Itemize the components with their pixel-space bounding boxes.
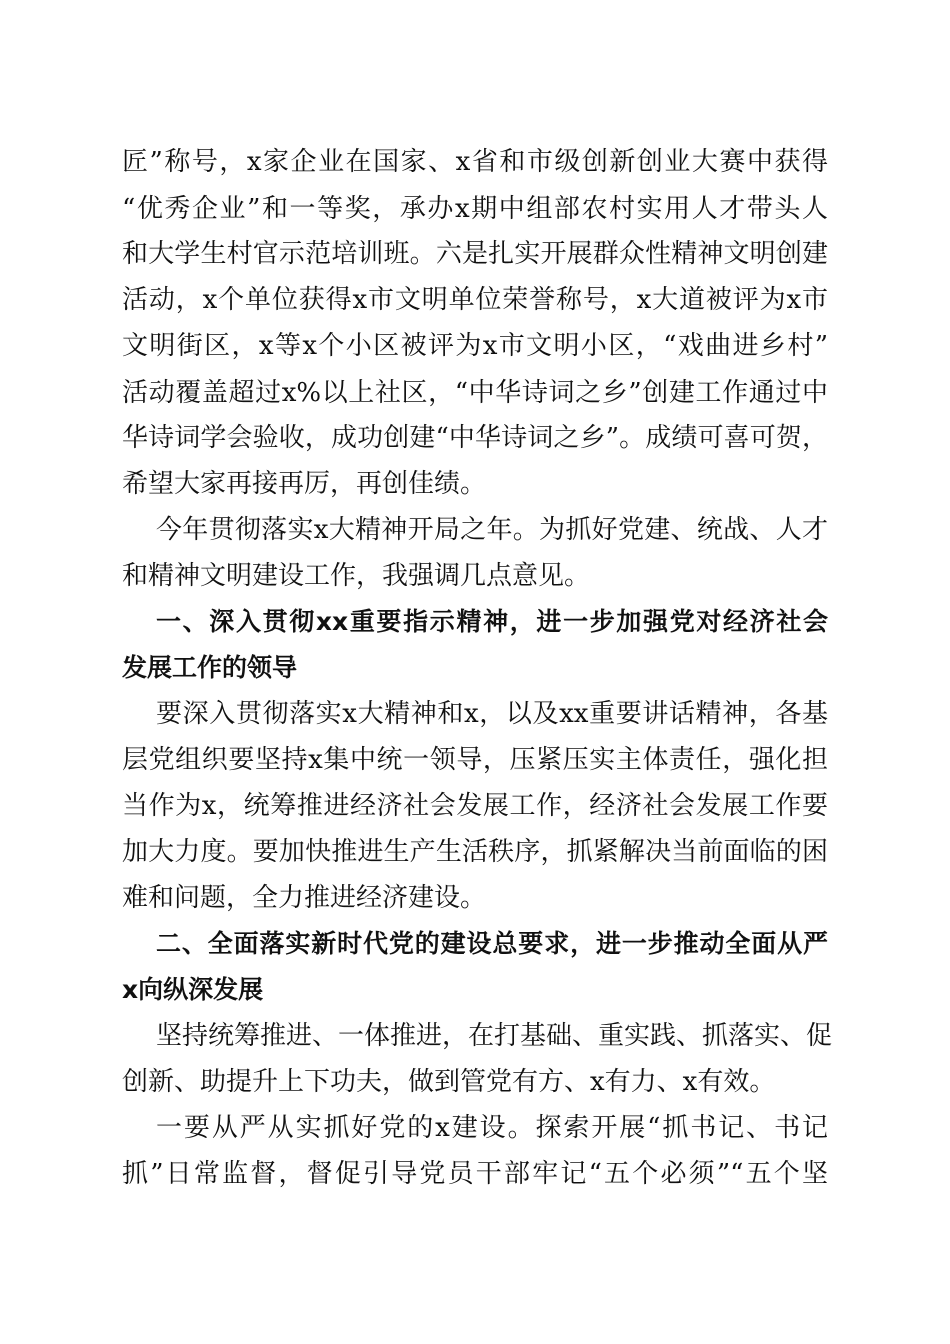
paragraph-first-line: 坚持统筹推进、一体推进，在打基础、重实践、抓落实、促 <box>156 1021 833 1051</box>
text-line: 活动，x个单位获得x市文明单位荣誉称号，x大道被评为x市 <box>122 285 828 315</box>
text-line: 层党组织要坚持x集中统一领导，压紧压实主体责任，强化担 <box>122 745 828 775</box>
section-heading-1-cont: 发展工作的领导 <box>122 653 298 682</box>
section-heading-1: 一、深入贯彻xx重要指示精神，进一步加强党对经济社会 <box>156 607 828 636</box>
text-line: 希望大家再接再厉，再创佳绩。 <box>122 469 487 499</box>
text-line: 创新、助提升上下功夫，做到管党有方、x有力、x有效。 <box>122 1067 776 1097</box>
text-line: 文明街区，x等x个小区被评为x市文明小区，“戏曲进乡村” <box>122 331 828 361</box>
text-line: 活动覆盖超过x%以上社区，“中华诗词之乡”创建工作通过中 <box>122 378 828 408</box>
paragraph-first-line: 今年贯彻落实x大精神开局之年。为抓好党建、统战、人才 <box>156 515 828 545</box>
section-heading-2-cont: x向纵深发展 <box>122 975 264 1004</box>
text-line: 抓”日常监督，督促引导党员干部牢记“五个必须”“五个坚 <box>122 1159 828 1189</box>
text-line: 和精神文明建设工作，我强调几点意见。 <box>122 561 591 591</box>
text-line: 匠”称号，x家企业在国家、x省和市级创新创业大赛中获得 <box>122 147 828 177</box>
paragraph-first-line: 要深入贯彻落实x大精神和x，以及xx重要讲话精神，各基 <box>156 699 828 729</box>
section-heading-2: 二、全面落实新时代党的建设总要求，进一步推动全面从严 <box>156 929 828 958</box>
text-line: 和大学生村官示范培训班。六是扎实开展群众性精神文明创建 <box>122 239 828 269</box>
text-line: 加大力度。要加快推进生产生活秩序，抓紧解决当前面临的困 <box>122 837 828 867</box>
text-line: “优秀企业”和一等奖，承办x期中组部农村实用人才带头人 <box>122 194 828 224</box>
text-line: 难和问题，全力推进经济建设。 <box>122 883 487 913</box>
paragraph-first-line: 一要从严从实抓好党的x建设。探索开展“抓书记、书记 <box>156 1113 828 1143</box>
text-line: 华诗词学会验收，成功创建“中华诗词之乡”。成绩可喜可贺， <box>122 423 828 453</box>
text-line: 当作为x，统筹推进经济社会发展工作，经济社会发展工作要 <box>122 791 828 821</box>
